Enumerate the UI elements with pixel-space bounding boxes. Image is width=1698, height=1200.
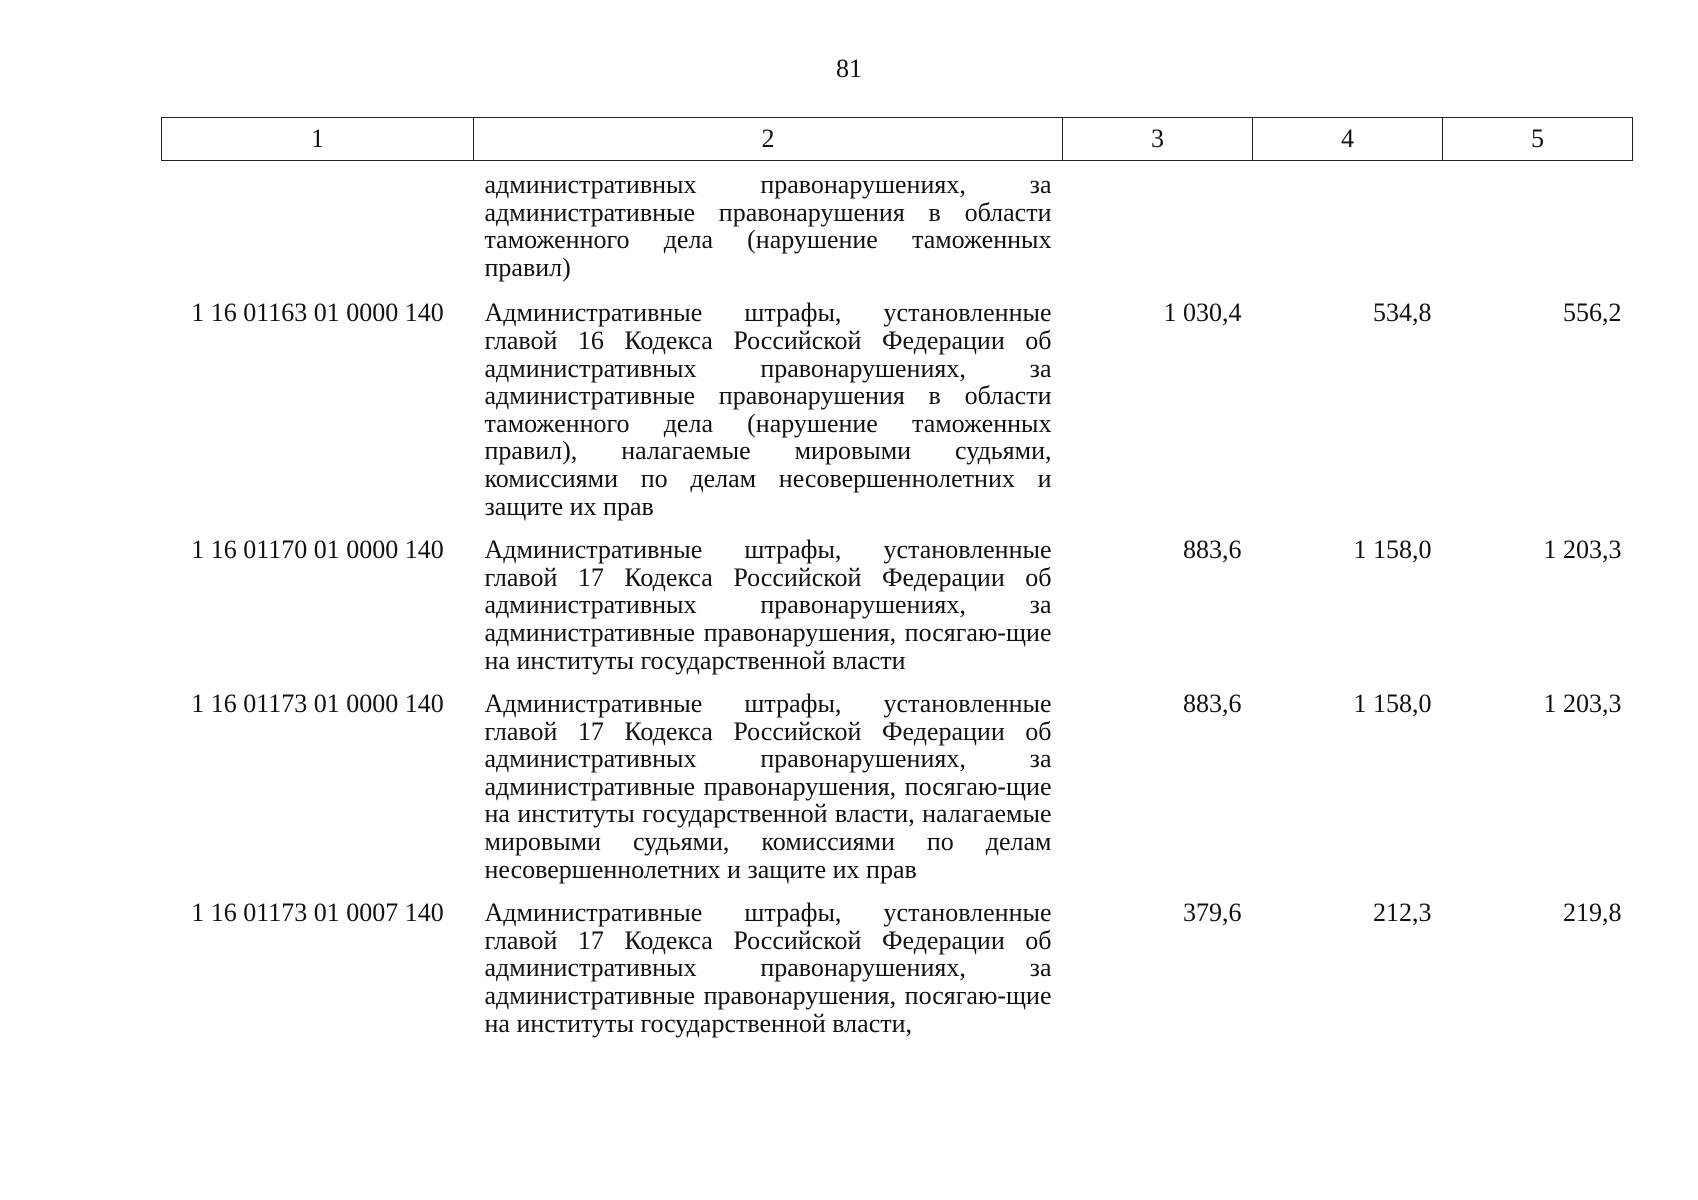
row-description: административных правонарушениях, за административные правонарушения в области таможенного дела (нарушение таможенных правил) (484, 170, 1052, 282)
row-description: Административные штрафы, установленные главой 17 Кодекса Российской Федерации об административных правонарушениях, за административные правонарушения, посягаю-щие на институты государственной власти, (484, 898, 1052, 1038)
column-header-5: 5 (1443, 118, 1633, 161)
page-number: 81 (836, 54, 862, 83)
value-col-5: 1 203,3 (1543, 535, 1622, 565)
value-col-3: 883,6 (1183, 535, 1242, 565)
column-header-2: 2 (474, 118, 1063, 161)
column-header-4: 4 (1253, 118, 1443, 161)
budget-code: 1 16 01173 01 0000 140 (191, 689, 444, 719)
value-col-3 (1063, 161, 1253, 300)
budget-code: 1 16 01173 01 0007 140 (191, 898, 444, 928)
row-description: Административные штрафы, установленные главой 16 Кодекса Российской Федерации об административных правонарушениях, за административные правонарушения в области таможенного дела (нарушение таможенных правил), налагаемые мировыми судьями, комиссиями по делам несовершеннолетних и защите их прав (484, 298, 1052, 521)
value-col-5 (1443, 161, 1633, 300)
value-col-3: 883,6 (1183, 689, 1242, 719)
budget-code: 1 16 01163 01 0000 140 (191, 298, 444, 328)
table-row (162, 690, 1633, 899)
table-row (162, 536, 1633, 690)
value-col-4 (1253, 161, 1443, 300)
column-header-3: 3 (1063, 118, 1253, 161)
budget-code (162, 161, 474, 300)
value-col-4: 534,8 (1373, 298, 1432, 328)
value-col-3: 1 030,4 (1163, 298, 1242, 328)
row-description: Административные штрафы, установленные главой 17 Кодекса Российской Федерации об административных правонарушениях, за административные правонарушения, посягаю-щие на институты государственной власти, налагаемые мировыми судьями, комиссиями по делам несовершеннолетних и защите их прав (484, 689, 1052, 884)
value-col-5: 1 203,3 (1543, 689, 1622, 719)
value-col-5: 556,2 (1563, 298, 1622, 328)
value-col-4: 1 158,0 (1353, 689, 1432, 719)
row-description: Административные штрафы, установленные главой 17 Кодекса Российской Федерации об административных правонарушениях, за административные правонарушения, посягаю-щие на институты государственной власти (484, 535, 1052, 675)
value-col-4: 212,3 (1373, 898, 1432, 928)
value-col-5: 219,8 (1563, 898, 1622, 928)
header-row (162, 118, 1633, 161)
budget-code: 1 16 01170 01 0000 140 (191, 535, 444, 565)
table-row (162, 161, 1633, 300)
budget-table (161, 117, 1633, 1055)
table-row (162, 299, 1633, 536)
value-col-4: 1 158,0 (1353, 535, 1432, 565)
column-header-1: 1 (162, 118, 474, 161)
value-col-3: 379,6 (1183, 898, 1242, 928)
table-row (162, 899, 1633, 1055)
